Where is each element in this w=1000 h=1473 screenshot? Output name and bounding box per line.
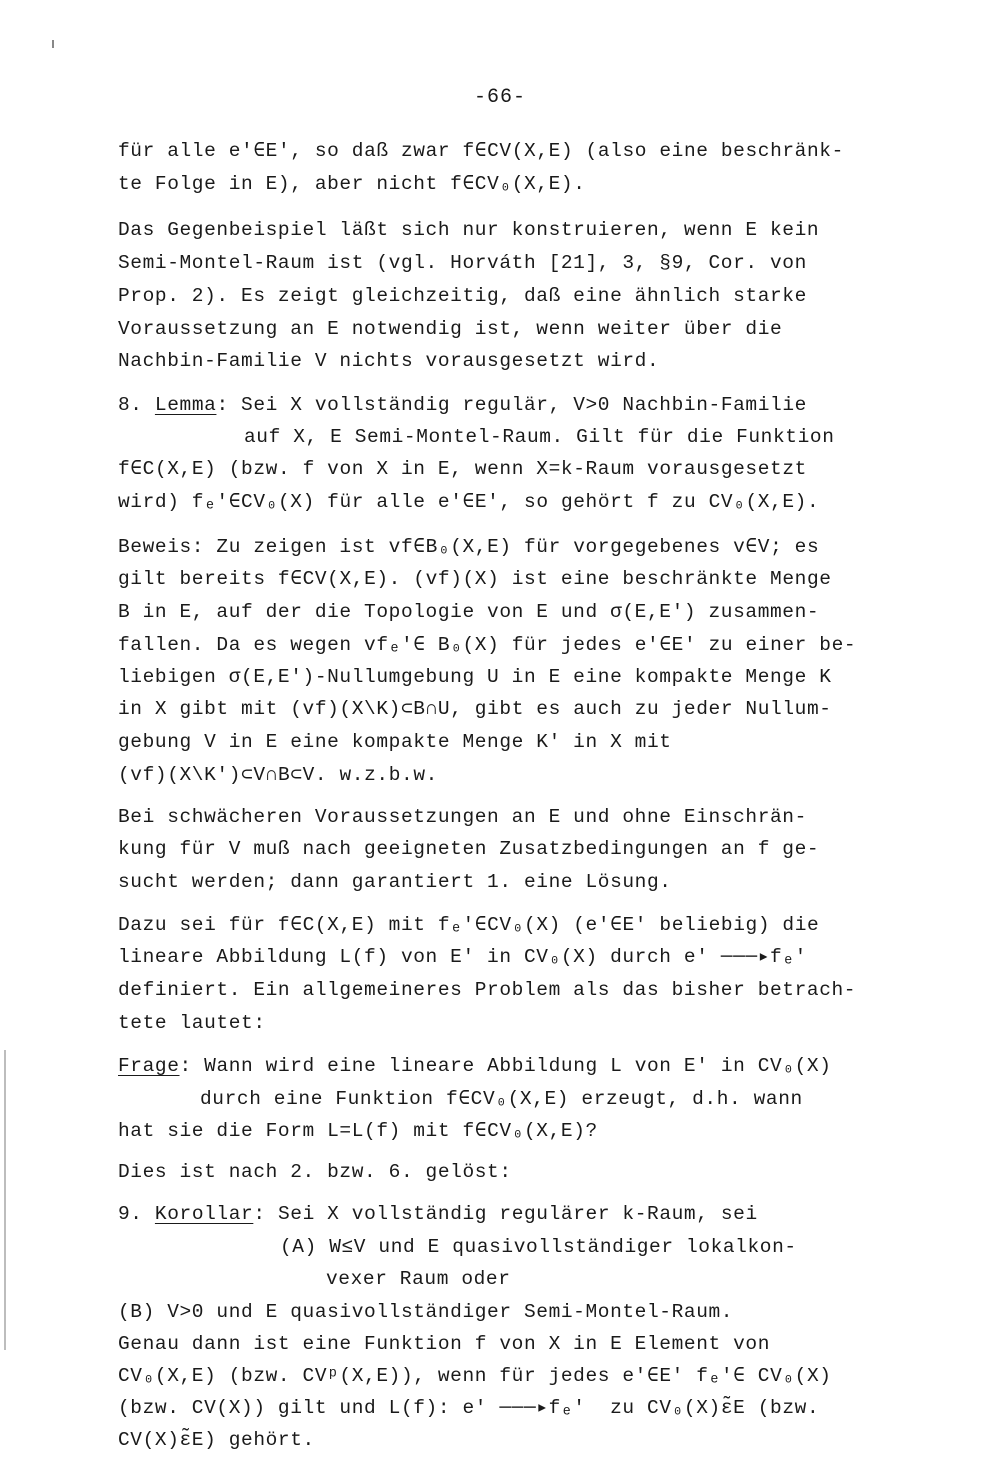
text-line: kung für V muß nach geeigneten Zusatzbedingungen an f ge- [118, 838, 820, 860]
text-line: sucht werden; dann garantiert 1. eine Lösung. [118, 871, 672, 893]
text-line: Dies ist nach 2. bzw. 6. gelöst: [118, 1161, 512, 1183]
text-line: CV(X)ε̃E) gehört. [118, 1429, 315, 1451]
text-line: Das Gegenbeispiel läßt sich nur konstruieren, wenn E kein [118, 219, 820, 241]
korollar-colon: : [253, 1203, 266, 1225]
text-line: hat sie die Form L=L(f) mit f∈CV₀(X,E)? [118, 1120, 598, 1142]
text-line: fallen. Da es wegen vfₑ′∈ B₀(X) für jedes e'∈E' zu einer be- [118, 634, 857, 656]
page-number: -66- [473, 86, 526, 109]
text-line: gilt bereits f∈CV(X,E). (vf)(X) ist eine beschränkte Menge [118, 568, 832, 590]
korollar-label: Korollar [154, 1203, 254, 1225]
frage-text: Wann wird eine lineare Abbildung L von E' in CV₀(X) [204, 1055, 832, 1077]
text-line: CV₀(X,E) (bzw. CVᵖ(X,E)), wenn für jedes e'∈E' fₑ′∈ CV₀(X) [118, 1365, 832, 1387]
text-line: Bei schwächeren Voraussetzungen an E und ohne Einschrän- [118, 806, 807, 828]
text-line: (vf)(X\K')⊂V∩B⊂V. w.z.b.w. [118, 764, 438, 786]
lemma-label: Lemma [154, 394, 217, 416]
frage-label: Frage [118, 1055, 180, 1077]
text-line: te Folge in E), aber nicht f∈CV₀(X,E). [118, 173, 586, 195]
text-line: f∈C(X,E) (bzw. f von X in E, wenn X=k-Raum vorausgesetzt [118, 458, 807, 480]
text-line: gebung V in E eine kompakte Menge K' in X mit [118, 731, 672, 753]
korollar-text: Sei X vollständig regulärer k-Raum, sei [277, 1203, 758, 1225]
text-line: Genau dann ist eine Funktion f von X in E Element von [118, 1333, 771, 1355]
text-line: B in E, auf der die Topologie von E und σ(E,E') zusammen- [118, 601, 820, 623]
frage-colon: : [179, 1055, 192, 1077]
text-line: lineare Abbildung L(f) von E' in CV₀(X) durch e' ───▸fₑ′ [118, 946, 807, 968]
scan-margin-line [4, 1050, 6, 1350]
text-line: tete lautet: [118, 1012, 266, 1034]
text-line: für alle e'∈E', so daß zwar f∈CV(X,E) (also eine beschränk- [118, 140, 844, 162]
text-line: (bzw. CV(X)) gilt und L(f): e' ───▸fₑ′ zu CV₀(X)ε̃E (bzw. [118, 1397, 820, 1419]
lemma-number: 8. [118, 394, 143, 416]
korollar-heading [118, 1203, 758, 1225]
text-line: auf X, E Semi-Montel-Raum. Gilt für die Funktion [244, 426, 835, 448]
text-line: Semi-Montel-Raum ist (vgl. Horváth [21], 3, §9, Cor. von [118, 252, 807, 274]
text-line: wird) fₑ′∈CV₀(X) für alle e'∈E', so gehört f zu CV₀(X,E). [118, 491, 820, 513]
text-line: Dazu sei für f∈C(X,E) mit fₑ′∈CV₀(X) (e'∈E' beliebig) die [118, 914, 820, 936]
scan-speck [52, 40, 54, 48]
text-line: Voraussetzung an E notwendig ist, wenn weiter über die [118, 318, 783, 340]
text-line: vexer Raum oder [326, 1268, 511, 1290]
text-line: liebigen σ(E,E')-Nullumgebung U in E eine kompakte Menge K [118, 666, 832, 688]
text-line: Nachbin-Familie V nichts vorausgesetzt wird. [118, 350, 660, 372]
text-line: definiert. Ein allgemeineres Problem als das bisher betrach- [118, 979, 857, 1001]
lemma-statement: : Sei X vollständig regulär, V>0 Nachbin-Familie [216, 394, 807, 416]
korollar-number: 9. [118, 1203, 143, 1225]
text-line: durch eine Funktion f∈CV₀(X,E) erzeugt, d.h. wann [200, 1088, 803, 1110]
text-line: (B) V>0 und E quasivollständiger Semi-Montel-Raum. [118, 1301, 734, 1323]
text-line: Prop. 2). Es zeigt gleichzeitig, daß eine ähnlich starke [118, 285, 807, 307]
text-line: Beweis: Zu zeigen ist vf∈B₀(X,E) für vorgegebenes v∈V; es [118, 536, 820, 558]
lemma-heading [118, 394, 807, 416]
text-line: in X gibt mit (vf)(X\K)⊂B∩U, gibt es auch zu jeder Nullum- [118, 698, 832, 720]
frage-heading [118, 1055, 832, 1077]
text-line: (A) W≤V und E quasivollständiger lokalkon- [280, 1236, 797, 1258]
